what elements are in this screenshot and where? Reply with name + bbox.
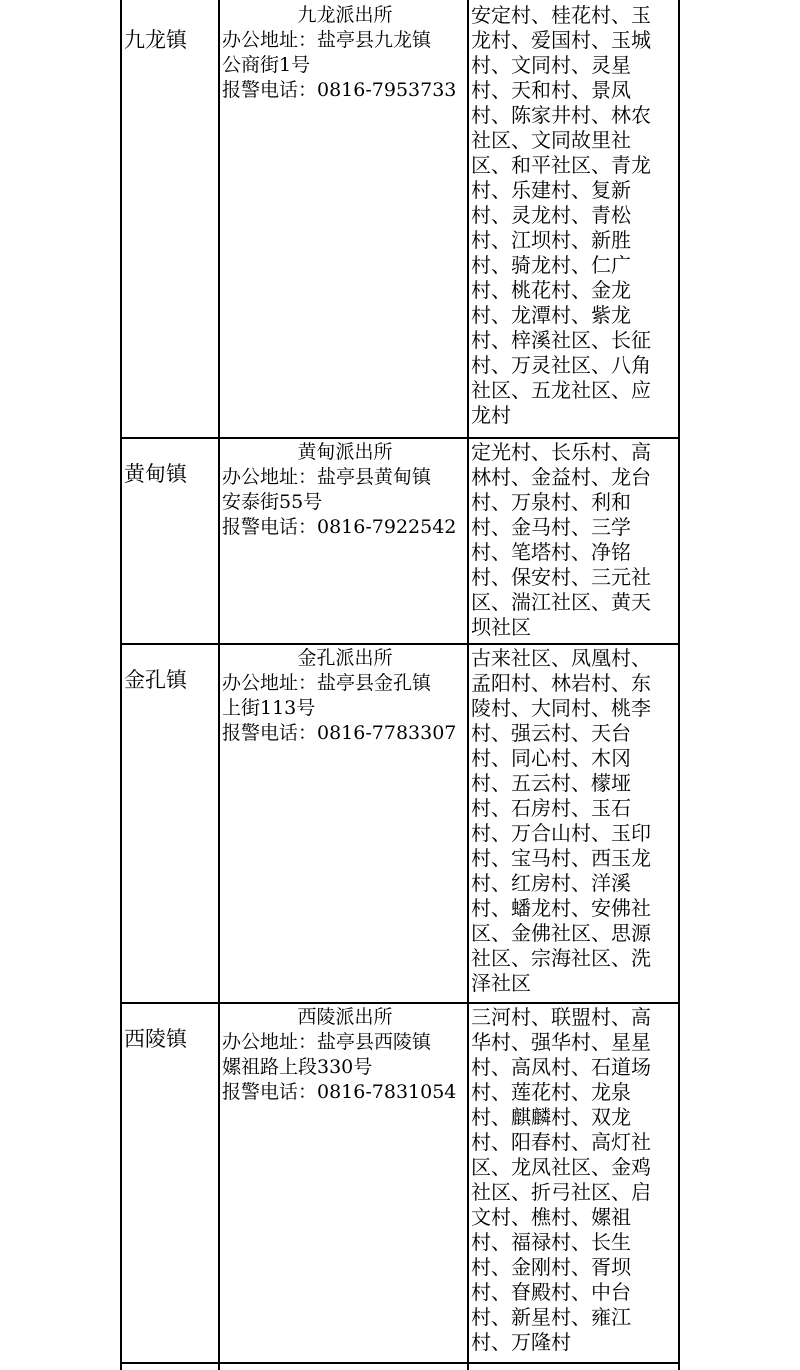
village-line: 村、文同村、灵星: [471, 53, 631, 77]
village-line: 村、阳春村、高灯社: [471, 1130, 651, 1154]
village-line: 华村、强华村、星星: [471, 1030, 651, 1054]
village-line: 村、乐建村、复新: [471, 178, 631, 202]
village-line: 村、陈家井村、林农: [471, 103, 651, 127]
station-address-cont: 嫘祖路上段330号: [222, 1056, 373, 1078]
village-line: 区、龙凤社区、金鸡: [471, 1155, 651, 1179]
village-line: 村、强云村、天台: [471, 721, 631, 745]
village-line: 安定村、桂花村、玉: [471, 3, 651, 27]
village-line: 陵村、大同村、桃李: [471, 696, 651, 720]
village-line: 村、灵龙村、青松: [471, 203, 631, 227]
town-name: 九龙镇: [124, 28, 187, 52]
station-address-cont: 上街113号: [222, 697, 316, 719]
village-line: 村、宝马村、西玉龙: [471, 846, 651, 870]
table-border-col2: [218, 0, 220, 1370]
station-phone: 报警电话：0816-7953733: [222, 79, 457, 101]
village-line: 村、五云村、檬垭: [471, 771, 631, 795]
village-line: 村、万灵社区、八角: [471, 353, 651, 377]
station-address: 办公地址：盐亭县九龙镇: [222, 29, 432, 51]
village-line: 村、同心村、木冈: [471, 746, 631, 770]
village-line: 村、桃花村、金龙: [471, 278, 631, 302]
village-line: 社区、宗海社区、洗: [471, 946, 651, 970]
village-line: 社区、折弓社区、启: [471, 1180, 651, 1204]
village-line: 龙村、爱国村、玉城: [471, 28, 651, 52]
village-line: 村、蟠龙村、安佛社: [471, 896, 651, 920]
village-line: 村、万合山村、玉印: [471, 821, 651, 845]
village-line: 村、红房村、洋溪: [471, 871, 631, 895]
station-name: 西陵派出所: [297, 1006, 393, 1028]
town-name: 西陵镇: [124, 1027, 187, 1051]
village-line: 村、笔塔村、净铭: [471, 540, 631, 564]
village-line: 泽社区: [471, 971, 531, 995]
village-line: 林村、金益村、龙台: [471, 465, 651, 489]
village-line: 文村、樵村、嫘祖: [471, 1205, 631, 1229]
station-name: 黄甸派出所: [297, 441, 393, 463]
row-divider: [120, 1362, 680, 1364]
town-name: 金孔镇: [124, 668, 187, 692]
village-line: 社区、五龙社区、应: [471, 378, 651, 402]
station-phone: 报警电话：0816-7922542: [222, 516, 457, 538]
station-address: 办公地址：盐亭县金孔镇: [222, 672, 432, 694]
village-line: 村、眘殿村、中台: [471, 1280, 631, 1304]
village-line: 区、金佛社区、思源: [471, 921, 651, 945]
village-line: 古来社区、凤凰村、: [471, 646, 651, 670]
table-border-right: [678, 0, 680, 1370]
village-line: 村、梓溪社区、长征: [471, 328, 651, 352]
village-line: 村、保安村、三元社: [471, 565, 651, 589]
village-line: 三河村、联盟村、高: [471, 1005, 651, 1029]
village-line: 村、龙潭村、紫龙: [471, 303, 631, 327]
village-line: 村、高凤村、石道场: [471, 1055, 651, 1079]
village-line: 村、金刚村、胥坝: [471, 1255, 631, 1279]
village-line: 龙村: [471, 403, 511, 427]
station-phone: 报警电话：0816-7831054: [222, 1081, 457, 1103]
station-address-cont: 公商街1号: [222, 54, 311, 76]
village-line: 区、和平社区、青龙: [471, 153, 651, 177]
village-list: [471, 3, 678, 428]
row-divider: [120, 437, 680, 439]
station-address: 办公地址：盐亭县黄甸镇: [222, 466, 432, 488]
station-name: 金孔派出所: [297, 647, 393, 669]
village-line: 村、万泉村、利和: [471, 490, 631, 514]
station-name: 九龙派出所: [297, 4, 393, 26]
village-list: [471, 440, 678, 640]
village-line: 村、万隆村: [471, 1330, 571, 1354]
village-line: 村、天和村、景凤: [471, 78, 631, 102]
village-line: 村、骑龙村、仁广: [471, 253, 631, 277]
station-address-cont: 安泰街55号: [222, 491, 323, 513]
row-divider: [120, 1002, 680, 1004]
village-line: 区、湍江社区、黄天: [471, 590, 651, 614]
village-list: [471, 1005, 678, 1355]
table-border-left: [120, 0, 122, 1370]
village-line: 村、石房村、玉石: [471, 796, 631, 820]
station-address: 办公地址：盐亭县西陵镇: [222, 1031, 432, 1053]
row-divider: [120, 643, 680, 645]
village-line: 定光村、长乐村、高: [471, 440, 651, 464]
village-line: 社区、文同故里社: [471, 128, 631, 152]
village-line: 孟阳村、林岩村、东: [471, 671, 651, 695]
town-name: 黄甸镇: [124, 462, 187, 486]
village-line: 村、金马村、三学: [471, 515, 631, 539]
village-line: 村、麒麟村、双龙: [471, 1105, 631, 1129]
village-line: 村、莲花村、龙泉: [471, 1080, 631, 1104]
police-station-info: [222, 1005, 468, 1105]
village-line: 村、福禄村、长生: [471, 1230, 631, 1254]
station-phone: 报警电话：0816-7783307: [222, 722, 457, 744]
village-list: [471, 646, 678, 996]
village-line: 坝社区: [471, 615, 531, 639]
police-station-info: [222, 646, 468, 746]
police-station-info: [222, 3, 468, 103]
village-line: 村、江坝村、新胜: [471, 228, 631, 252]
village-line: 村、新星村、雍江: [471, 1305, 631, 1329]
police-station-info: [222, 440, 468, 540]
